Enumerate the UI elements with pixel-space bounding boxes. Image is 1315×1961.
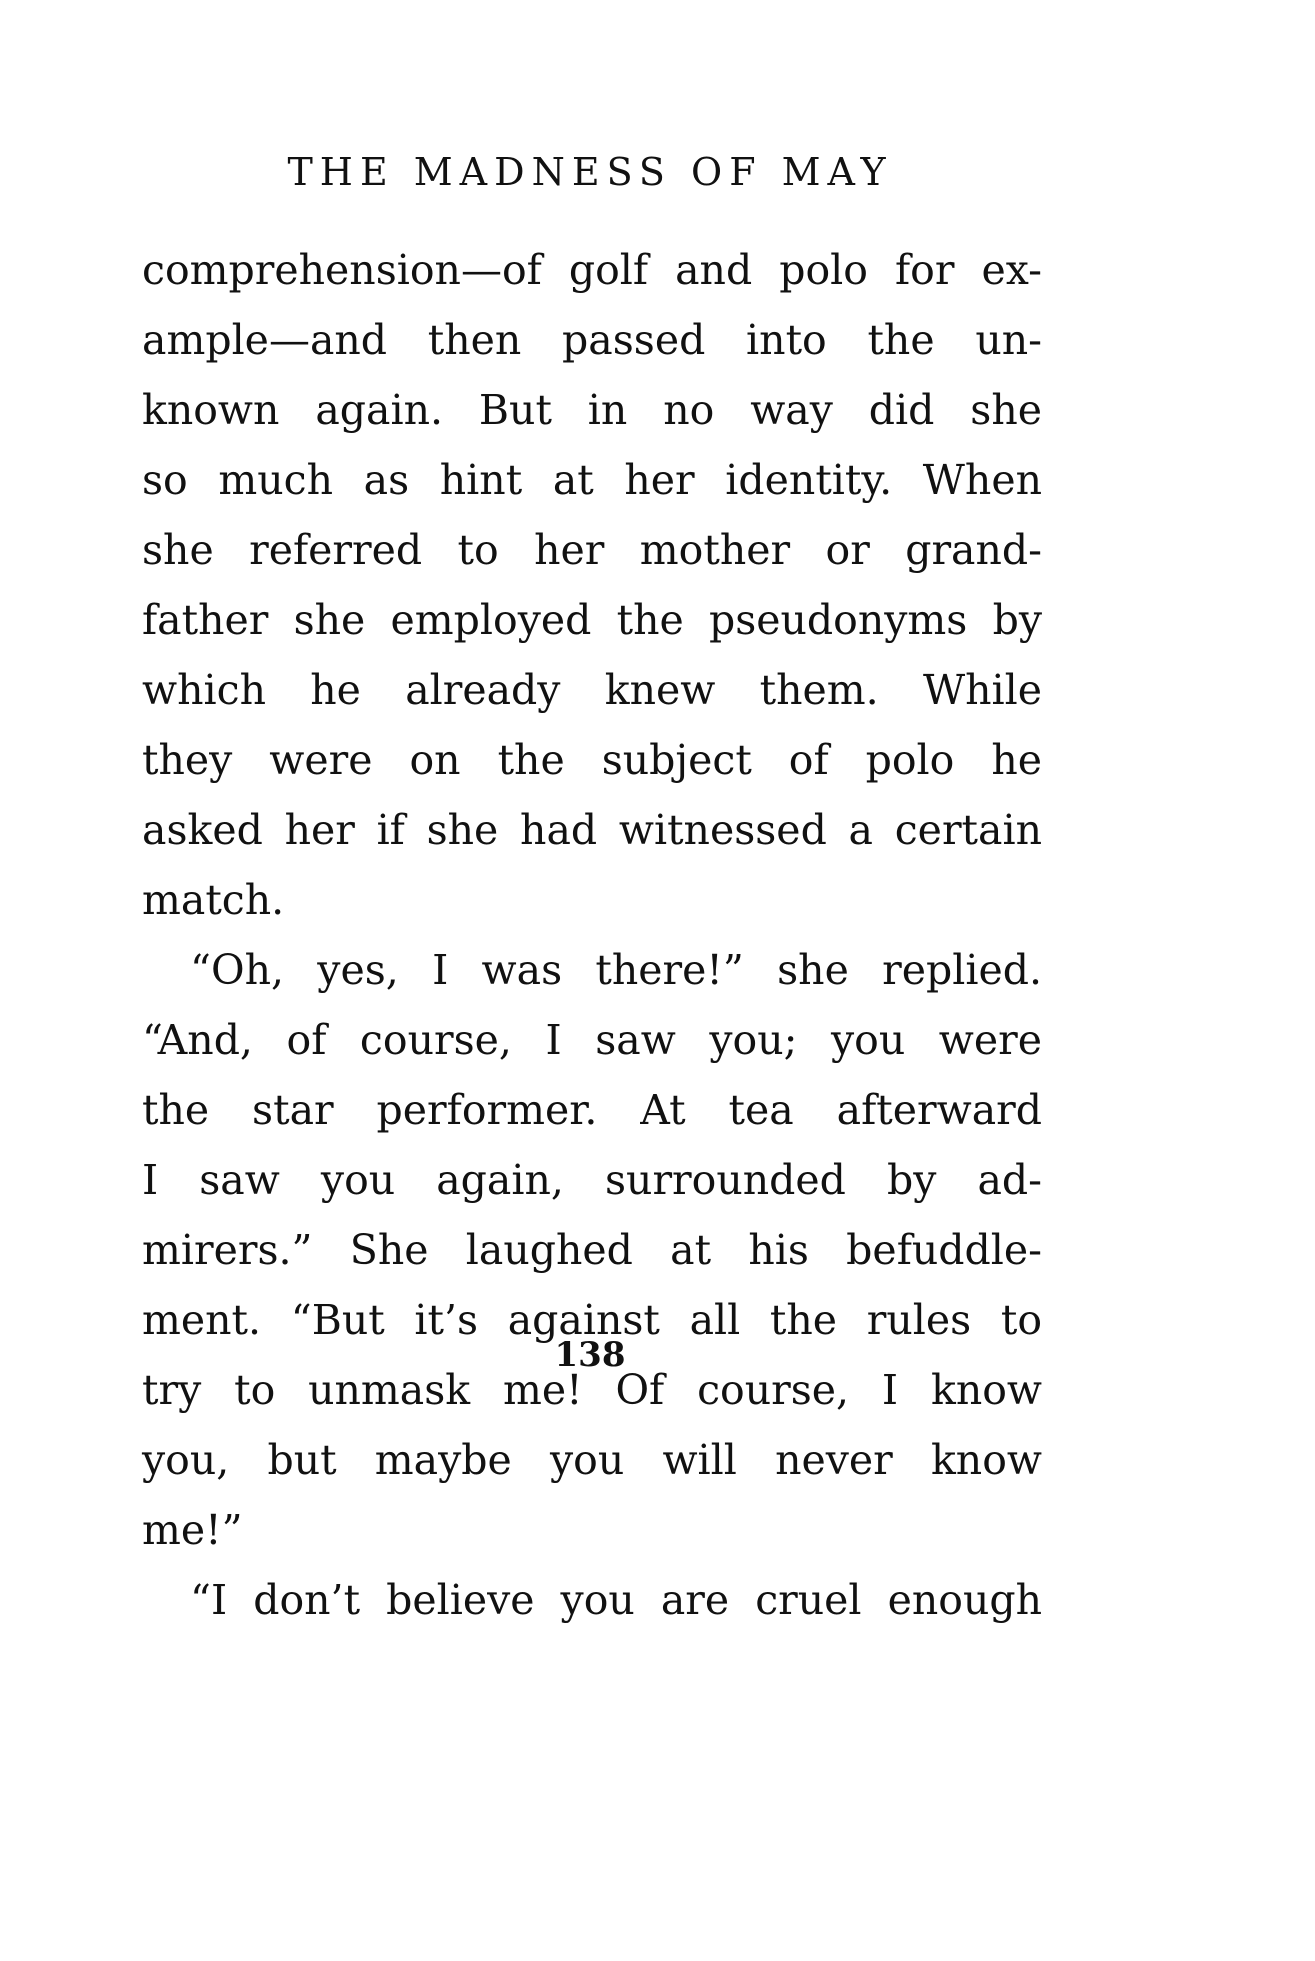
- body-text: [142, 235, 1042, 1635]
- text-line: you, but maybe you will never know: [142, 1436, 1042, 1484]
- text-line: which he already knew them. While: [142, 666, 1042, 714]
- text-line: “Oh, yes, I was there!” she replied.: [190, 946, 1042, 994]
- text-line: mirers.” She laughed at his befuddle-: [142, 1226, 1042, 1274]
- text-line: me!”: [142, 1506, 243, 1554]
- text-line: father she employed the pseudonyms by: [142, 596, 1042, 644]
- text-line: she referred to her mother or grand-: [142, 526, 1042, 574]
- text-line: ment. “But it’s against all the rules to: [142, 1296, 1042, 1344]
- text-line: so much as hint at her identity. When: [142, 456, 1042, 504]
- text-line: I saw you again, surrounded by ad-: [142, 1156, 1042, 1204]
- text-line: they were on the subject of polo he: [142, 736, 1042, 784]
- text-line: “I don’t believe you are cruel enough: [190, 1576, 1042, 1624]
- text-line: “And, of course, I saw you; you were: [142, 1016, 1042, 1064]
- page-number: 138: [554, 1335, 626, 1375]
- text-line: match.: [142, 876, 285, 924]
- text-line: asked her if she had witnessed a certain: [142, 806, 1042, 854]
- text-line: known again. But in no way did she: [142, 386, 1042, 434]
- text-line: ample—and then passed into the un-: [142, 316, 1042, 364]
- text-line: the star performer. At tea afterward: [142, 1086, 1042, 1134]
- text-line: comprehension—of golf and polo for ex-: [142, 246, 1042, 294]
- running-head: THE MADNESS OF MAY: [287, 150, 893, 194]
- text-line: try to unmask me! Of course, I know: [142, 1366, 1042, 1414]
